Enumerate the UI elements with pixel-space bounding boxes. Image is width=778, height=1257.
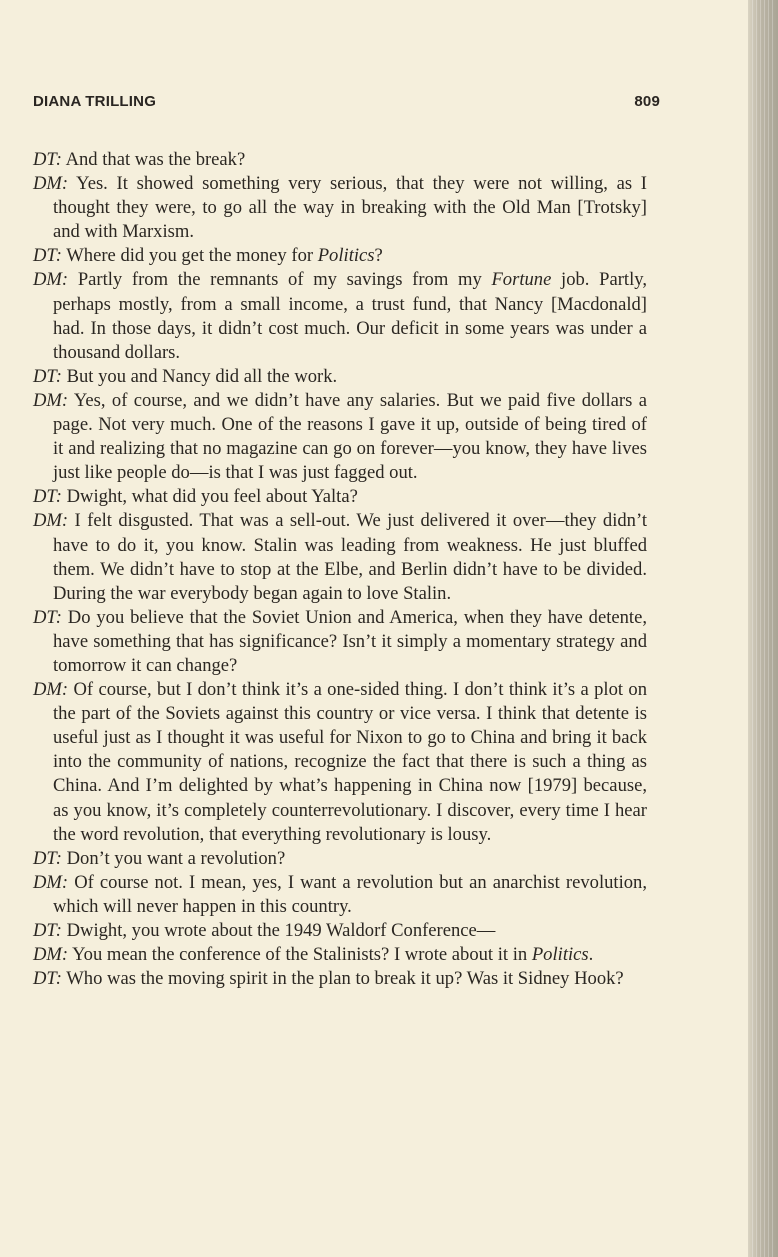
dialogue-paragraph xyxy=(33,967,647,991)
dialogue-text: Of course, but I don’t think it’s a one-sided thing. I don’t think it’s a plot on the part of the Soviets against this country or vice versa. I think that detente is useful just as I thought it was useful for Nixon to go to China and bring it back into the community of nations, recognize the fact that there is such a thing as China. And I’m delighted by what’s happening in China now [1979] because, as you know, it’s completely counterrevolutionary. I discover, every time I hear the word revolution, that everything revolutionary is lousy. xyxy=(53,679,647,845)
dialogue-paragraph xyxy=(33,485,647,509)
speaker-label: DT: xyxy=(33,968,62,990)
dialogue-text: Dwight, you wrote about the 1949 Waldorf Conference— xyxy=(66,920,496,941)
dialogue-text: Don’t you want a revolution? xyxy=(66,847,286,869)
dialogue-paragraph xyxy=(33,606,647,678)
interview-text xyxy=(33,148,647,991)
dialogue-paragraph xyxy=(33,678,647,847)
dialogue-text: ? xyxy=(374,245,383,267)
page-number: 809 xyxy=(634,93,660,110)
dialogue-paragraph xyxy=(33,244,647,268)
speaker-label: DT: xyxy=(33,486,62,508)
dialogue-text: job. Partly, perhaps mostly, from a small income, a trust fund, that Nancy [Macdonald] had. In those days, it didn’t cost much. Our deficit in some years was under a thousand dollars. xyxy=(53,269,647,363)
dialogue-text: Dwight, what did you feel about Yalta? xyxy=(66,486,358,508)
speaker-label: DM: xyxy=(33,269,69,291)
speaker-label: DM: xyxy=(33,871,69,893)
speaker-label: DM: xyxy=(33,944,69,966)
dialogue-text: Of course not. I mean, yes, I want a revolution but an anarchist revolution, which will never happen in this country. xyxy=(53,871,647,917)
speaker-label: DT: xyxy=(33,847,62,869)
speaker-label: DT: xyxy=(33,245,62,267)
dialogue-paragraph xyxy=(33,148,647,172)
dialogue-text: Partly from the remnants of my savings from my xyxy=(77,269,492,291)
page-edges xyxy=(752,0,776,1257)
speaker-label: DM: xyxy=(33,679,69,701)
dialogue-text: You mean the conference of the Stalinists? I wrote about it in xyxy=(72,944,532,966)
dialogue-text: Where did you get the money for xyxy=(66,245,318,267)
running-header xyxy=(33,93,660,110)
dialogue-text: Yes, of course, and we didn’t have any salaries. But we paid five dollars a page. Not very much. One of the reasons I gave it up, outside of being tired of it and realizing that no magazine can go on forever—you know, they have lives just like people do—is that I was just fagged out. xyxy=(53,389,647,484)
dialogue-text: And that was the break? xyxy=(65,149,246,170)
italic-title: Fortune xyxy=(491,269,552,291)
italic-title: Politics xyxy=(317,245,375,267)
speaker-label: DM: xyxy=(33,173,69,195)
dialogue-paragraph xyxy=(33,268,647,364)
speaker-label: DM: xyxy=(33,389,69,411)
dialogue-text: Yes. It showed something very serious, that they were not willing, as I thought they were, to go all the way in breaking with the Old Man [Trotsky] and with Marxism. xyxy=(53,173,647,243)
dialogue-paragraph xyxy=(33,389,647,485)
dialogue-paragraph xyxy=(33,172,647,244)
italic-title: Politics xyxy=(531,944,589,966)
dialogue-text: Who was the moving spirit in the plan to break it up? Was it Sidney Hook? xyxy=(66,968,624,990)
dialogue-text: I felt disgusted. That was a sell-out. We just delivered it over—they didn’t have to do it, you know. Stalin was leading from weakness. He just bluffed them. We didn’t have to stop at the Elbe, and Berlin didn’t have to be divided. During the war everybody began again to love Stalin. xyxy=(53,510,647,604)
speaker-label: DM: xyxy=(33,510,69,532)
dialogue-paragraph xyxy=(33,365,647,389)
dialogue-text: Do you believe that the Soviet Union and America, when they have detente, have something that has significance? Isn’t it simply a momentary strategy and tomorrow it can change? xyxy=(53,606,647,676)
speaker-label: DT: xyxy=(33,606,62,628)
dialogue-paragraph xyxy=(33,943,647,967)
dialogue-paragraph xyxy=(33,919,647,943)
speaker-label: DT: xyxy=(33,920,62,941)
running-title: DIANA TRILLING xyxy=(33,93,157,110)
dialogue-paragraph xyxy=(33,509,647,605)
speaker-label: DT: xyxy=(33,149,62,170)
dialogue-text: But you and Nancy did all the work. xyxy=(66,365,338,387)
speaker-label: DT: xyxy=(33,365,62,387)
dialogue-text: . xyxy=(588,944,594,966)
dialogue-paragraph xyxy=(33,847,647,871)
dialogue-paragraph xyxy=(33,871,647,919)
